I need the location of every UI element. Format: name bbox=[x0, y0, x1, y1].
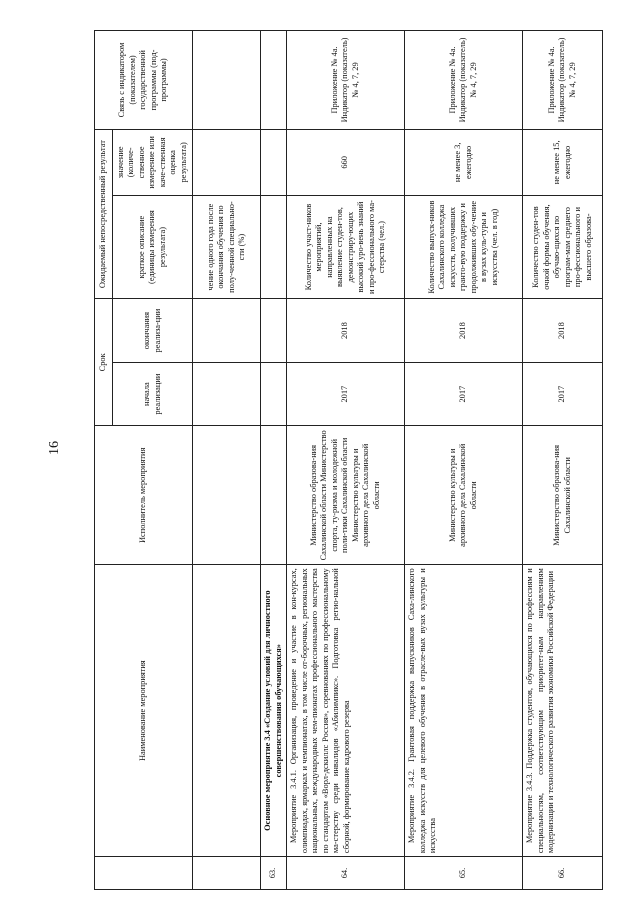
cell-result-short: Количество выпуск-ников Сахалинского колледжа искусств, получивших гранто-вую поддержку и продолживших обу-чение в вузах куль-туры и искусства (чел. в год) bbox=[405, 195, 523, 299]
table-row bbox=[405, 31, 523, 890]
cell-value: не менее 15, ежегодно bbox=[523, 129, 603, 195]
header-link: Связь с индикатором (показателем) государственной программы (под-программы) bbox=[95, 31, 193, 130]
page-number: 16 bbox=[47, 441, 62, 455]
cell-executor: Министерство образова-ния Сахалинской области bbox=[523, 426, 603, 565]
cell-end: 2018 bbox=[287, 299, 405, 363]
header-start: начала реализации bbox=[113, 362, 193, 426]
cell-end bbox=[193, 299, 261, 363]
cell-num: 66. bbox=[523, 857, 603, 890]
cell-executor bbox=[261, 426, 287, 565]
cell-value bbox=[193, 129, 261, 195]
cell-link bbox=[261, 31, 287, 130]
cell-result-short: Количество студен-тов очной формы обучения, обучаю-щихся по програм-мам среднего про-фессионального и высшего образова- bbox=[523, 195, 603, 299]
table-row bbox=[523, 31, 603, 890]
cell-value: 660 bbox=[287, 129, 405, 195]
cell-value bbox=[261, 129, 287, 195]
cell-executor bbox=[193, 426, 261, 565]
cell-num: 63. bbox=[261, 857, 287, 890]
cell-name: Мероприятие 3.4.3. Поддержка студентов, обучающихся по профессиям и специальностям, соответствующим приоритет-ным направлениям модернизации и технологического развития экономики Российской Федерации bbox=[523, 565, 603, 857]
table-row bbox=[287, 31, 405, 890]
header-num bbox=[95, 857, 193, 890]
header-result: Ожидаемый непосредственный результат bbox=[95, 129, 113, 298]
cell-end bbox=[261, 299, 287, 363]
cell-link: Приложение № 4а. Индикатор (показатель) № 4, 7, 29 bbox=[405, 31, 523, 130]
cell-result-short: чение одного года после окончания обучения по полу-ченной специально-сти (%) bbox=[193, 195, 261, 299]
cell-name: Мероприятие 3.4.1. Организация, проведение и участие в кон-курсах, олимпиадах, ярмарках и чемпионатах, в том числе от-борочных, региональных национальных, международных чем-пионатах профессионального мастерства по стандартам «Ворл-дскиллс Россия», соревнованиях по профессиональному ма-стерству среди инвалидов «Абилимпикс». Подготовка регио-нальной сборной, формирование кадрового резерва bbox=[287, 565, 405, 857]
header-term: Срок bbox=[95, 299, 113, 426]
cell-start: 2017 bbox=[405, 362, 523, 426]
header-name: Наименование мероприятия bbox=[95, 565, 193, 857]
header-value: значение (количе-ственное измерение или каче-ственная оценка результата) bbox=[113, 129, 193, 195]
cell-name: Мероприятие 3.4.2. Грантовая поддержка выпускников Саха-линского колледжа искусств для целевого обучения в отрасле-вых вузах культуры и искусства bbox=[405, 565, 523, 857]
cell-value: не менее 3, ежегодно bbox=[405, 129, 523, 195]
cell-link bbox=[193, 31, 261, 130]
cell-start: 2017 bbox=[287, 362, 405, 426]
cell-executor: Министерство образова-ния Сахалинской области Министерство спорта, ту-ризма и молодежной поли-тики Сахалинской области Министерство культуры и архивного дела Сахалинской области bbox=[287, 426, 405, 565]
cell-start bbox=[261, 362, 287, 426]
cell-start: 2017 bbox=[523, 362, 603, 426]
main-activity-title: Основное мероприятие 3.4 «Создание условий для личностного совершенствования обучающихся» bbox=[261, 565, 287, 857]
cell-link: Приложение № 4а. Индикатор (показатель) № 4, 7, 29 bbox=[287, 31, 405, 130]
table-row-main bbox=[261, 31, 287, 890]
header-executor: Исполнитель мероприятия bbox=[95, 426, 193, 565]
header-end: окончания реализа-ции bbox=[113, 299, 193, 363]
cell-name bbox=[193, 565, 261, 857]
cell-link: Приложение № 4а. Индикатор (показатель) № 4, 7, 29 bbox=[523, 31, 603, 130]
header-short: краткое описание (единицы измерения результата) bbox=[113, 195, 193, 299]
cell-num bbox=[193, 857, 261, 890]
cell-result-short bbox=[261, 195, 287, 299]
cell-end: 2018 bbox=[523, 299, 603, 363]
rotated-table-wrapper bbox=[94, 30, 602, 890]
cell-num: 64. bbox=[287, 857, 405, 890]
table-row-continuation bbox=[193, 31, 261, 890]
cell-end: 2018 bbox=[405, 299, 523, 363]
cell-start bbox=[193, 362, 261, 426]
cell-num: 65. bbox=[405, 857, 523, 890]
cell-result-short: Количество участ-ников мероприятий, направленных на выявление студен-тов, демонстриру-ющих высокий уро-вень знаний и про-фессионального ма-стерства (чел.) bbox=[287, 195, 405, 299]
activities-table bbox=[94, 30, 603, 890]
cell-executor: Министерство культуры и архивного дела Сахалинской области bbox=[405, 426, 523, 565]
